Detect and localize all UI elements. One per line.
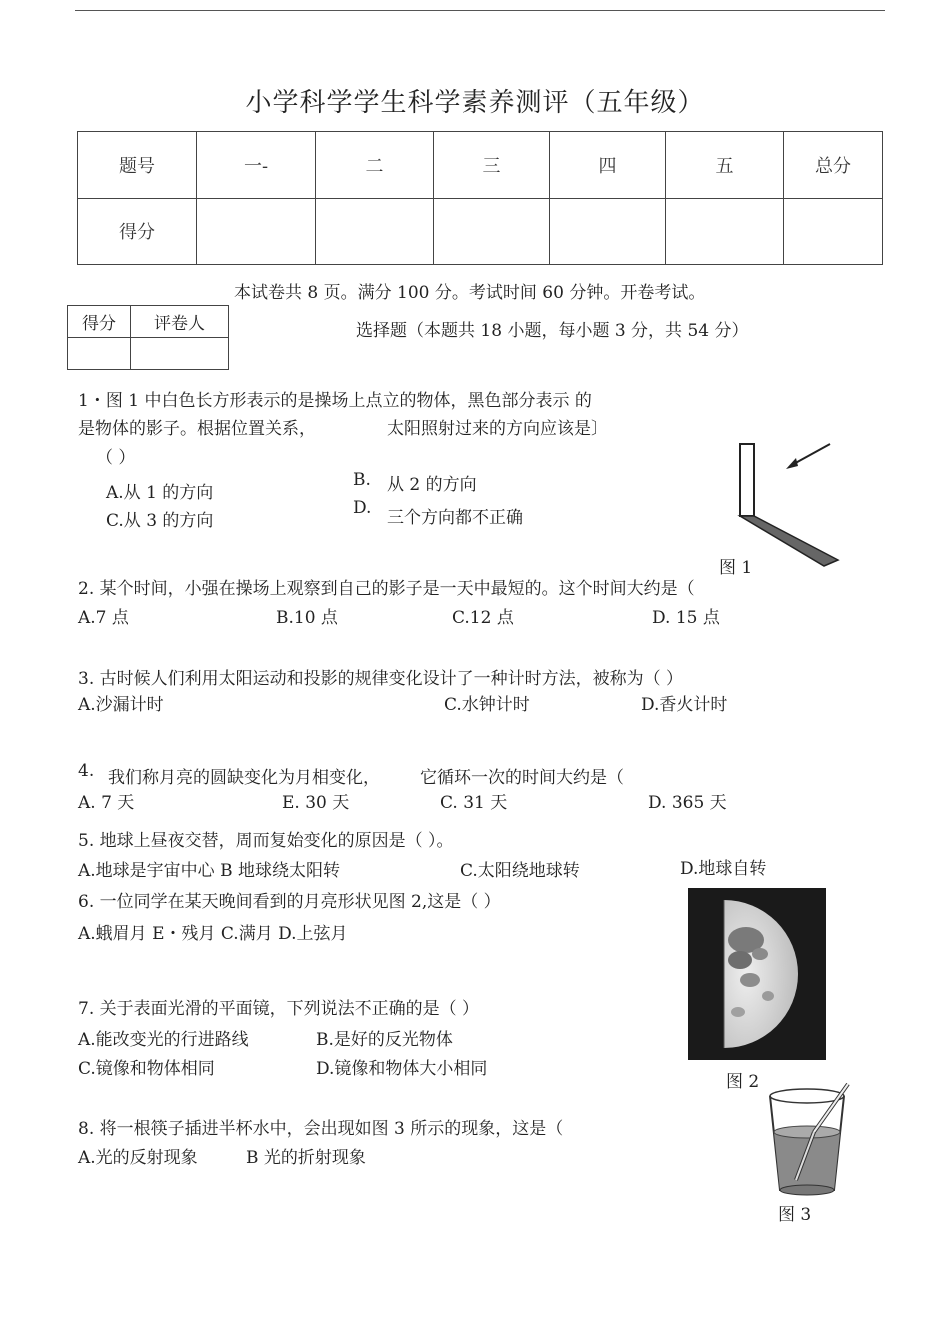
q5-options-ab[interactable]: A.地球是宇宙中心 B 地球绕太阳转	[78, 861, 340, 881]
q1-stem-line1: 1・图 1 中白色长方形表示的是操场上点立的物体，黑色部分表示 的	[78, 391, 592, 411]
q1-answer-paren: （ ）	[96, 448, 136, 468]
shadow-shape	[740, 516, 838, 566]
score-cell[interactable]	[666, 198, 784, 265]
grader-name-cell[interactable]	[131, 338, 229, 370]
score-cell[interactable]	[316, 198, 434, 265]
q6-stem: 6. 一位同学在某天晚间看到的月亮形状见图 2,这是（ ）	[78, 892, 501, 912]
grader-score-cell[interactable]	[68, 338, 131, 370]
header-cell: 一-	[197, 132, 316, 199]
q3-stem: 3. 古时候人们利用太阳运动和投影的规律变化设计了一种计时方法，被称为（ ）	[78, 669, 684, 689]
q7-option-d[interactable]: D.镜像和物体大小相同	[316, 1059, 488, 1079]
q7-option-c[interactable]: C.镜像和物体相同	[78, 1059, 215, 1079]
grader-score-label: 得分	[68, 306, 131, 338]
figure-1-shadow-diagram	[730, 436, 845, 571]
score-cell[interactable]	[434, 198, 550, 265]
header-cell: 五	[666, 132, 784, 199]
q3-option-a[interactable]: A.沙漏计时	[78, 695, 164, 715]
q7-option-a[interactable]: A.能改变光的行进路线	[78, 1030, 249, 1050]
q4-stem-a: 我们称月亮的圆缺变化为月相变化，	[108, 768, 380, 788]
header-cell: 四	[550, 132, 666, 199]
figure-1-label: 图 1	[719, 558, 753, 578]
page-title: 小学科学学生科学素养测评（五年级）	[245, 88, 705, 118]
q4-option-d[interactable]: D. 365 天	[648, 793, 727, 813]
q3-option-d[interactable]: D.香火计时	[641, 695, 728, 715]
q4-option-b[interactable]: E. 30 天	[282, 793, 350, 813]
section-title: 选择题（本题共 18 小题，每小题 3 分，共 54 分）	[356, 321, 749, 341]
figure-2-label: 图 2	[726, 1072, 760, 1092]
score-cell[interactable]	[784, 198, 883, 265]
q6-options[interactable]: A.蛾眉月 E・残月 C.满月 D.上弦月	[78, 924, 348, 944]
q3-option-c[interactable]: C.水钟计时	[444, 695, 530, 715]
standing-object	[740, 444, 754, 516]
q1-stem-line2b: 太阳照射过来的方向应该是〕	[387, 419, 608, 439]
q4-option-a[interactable]: A. 7 天	[78, 793, 135, 813]
score-table	[77, 131, 883, 265]
score-table-header-row	[78, 132, 883, 199]
q4-option-c[interactable]: C. 31 天	[440, 793, 508, 813]
header-cell: 总分	[784, 132, 883, 199]
q1-option-b-letter[interactable]: B.	[353, 470, 371, 490]
q8-option-a[interactable]: A.光的反射现象	[78, 1148, 198, 1168]
q4-stem-b: 它循环一次的时间大约是（	[420, 768, 624, 788]
figure-2-moon-photo	[688, 888, 826, 1060]
score-cell[interactable]	[197, 198, 316, 265]
arrowhead-icon	[786, 458, 798, 469]
header-cell: 二	[316, 132, 434, 199]
q5-option-c[interactable]: C.太阳绕地球转	[460, 861, 580, 881]
q5-option-d[interactable]: D.地球自转	[680, 859, 767, 879]
q1-stem-line2a: 是物体的影子。根据位置关系，	[78, 419, 316, 439]
q2-option-c[interactable]: C.12 点	[452, 608, 514, 628]
figure-3-chopstick-in-water	[760, 1080, 856, 1198]
q4-number: 4.	[78, 761, 95, 781]
score-cell[interactable]	[550, 198, 666, 265]
grader-name-label: 评卷人	[131, 306, 229, 338]
q7-option-b[interactable]: B.是好的反光物体	[316, 1030, 453, 1050]
q2-stem: 2. 某个时间，小强在操场上观察到自己的影子是一天中最短的。这个时间大约是（	[78, 579, 695, 599]
q7-stem: 7. 关于表面光滑的平面镜，下列说法不正确的是（ ）	[78, 999, 480, 1019]
exam-info: 本试卷共 8 页。满分 100 分。考试时间 60 分钟。开卷考试。	[234, 283, 706, 303]
q5-stem: 5. 地球上昼夜交替，周而复始变化的原因是（ ）。	[78, 831, 454, 851]
q1-option-d[interactable]: 三个方向都不正确	[387, 508, 523, 528]
water-body	[774, 1132, 840, 1190]
q8-option-b[interactable]: B 光的折射现象	[246, 1148, 366, 1168]
header-cell: 三	[434, 132, 550, 199]
score-table-score-row	[78, 198, 883, 265]
figure-3-label: 图 3	[778, 1205, 812, 1225]
q2-option-b[interactable]: B.10 点	[276, 608, 338, 628]
q1-option-c[interactable]: C.从 3 的方向	[106, 511, 214, 531]
q1-option-d-letter[interactable]: D.	[353, 498, 372, 518]
header-cell: 题号	[78, 132, 197, 199]
grader-table	[67, 305, 229, 370]
q1-option-b[interactable]: 从 2 的方向	[387, 475, 477, 495]
score-row-label: 得分	[78, 198, 197, 265]
q8-stem: 8. 将一根筷子插进半杯水中，会出现如图 3 所示的现象，这是（	[78, 1119, 564, 1139]
q2-option-a[interactable]: A.7 点	[78, 608, 129, 628]
q2-option-d[interactable]: D. 15 点	[652, 608, 720, 628]
q1-option-a[interactable]: A.从 1 的方向	[106, 483, 214, 503]
top-rule	[75, 10, 885, 11]
